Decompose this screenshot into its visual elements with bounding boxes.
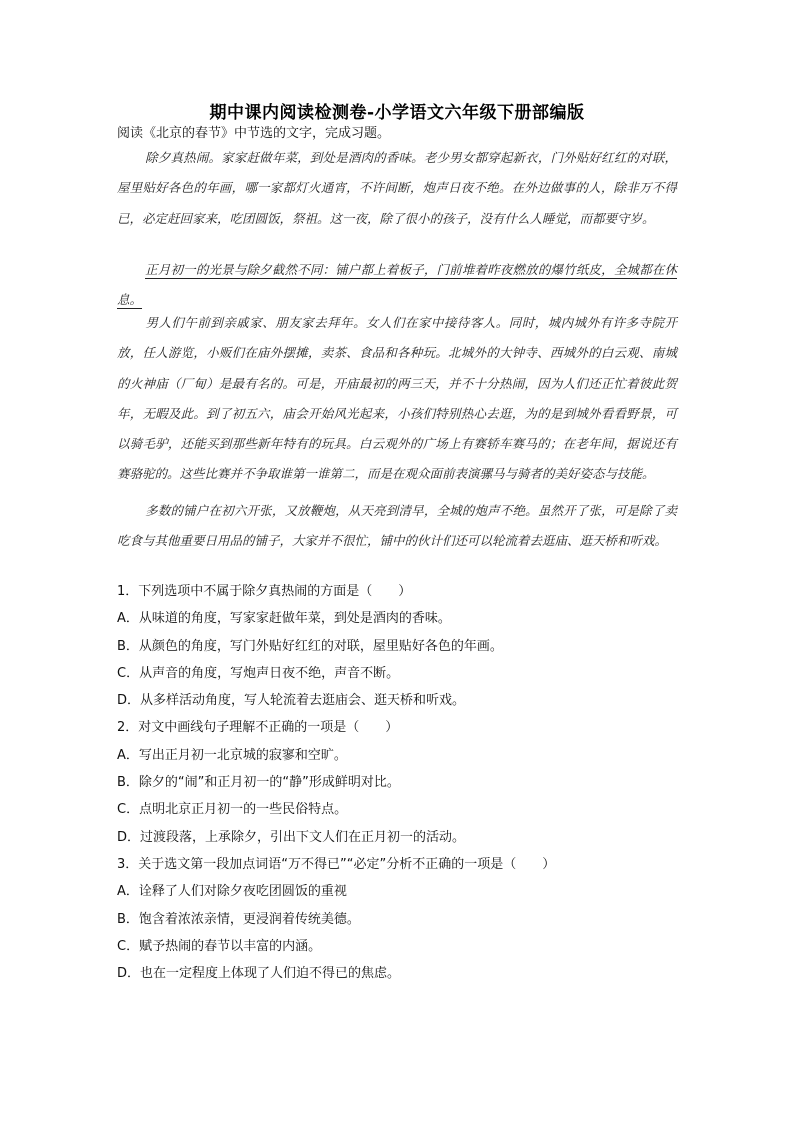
question-1-option-a: A．从味道的角度，写家家赶做年菜，到处是酒肉的香味。	[117, 611, 451, 627]
question-3-option-d: D．也在一定程度上体现了人们迫不得已的焦虑。	[117, 966, 401, 982]
question-3-stem: 3．关于选文第一段加点词语“万不得已”“必定”分析不正确的一项是（ ）	[117, 856, 556, 872]
underlined-sentence: 正月初一的光景与除夕截然不同：铺户都上着板子，门前堆着昨夜燃放的爆竹纸皮，全城都在休息。	[117, 262, 677, 308]
question-2-option-c: C．点明北京正月初一的一些民俗特点。	[117, 802, 348, 818]
question-1-stem: 1．下列选项中不属于除夕真热闹的方面是（ ）	[117, 584, 412, 599]
passage-paragraph-4	[117, 496, 677, 557]
question-list	[117, 578, 687, 987]
question-1-option-d: D．从多样活动角度，写人轮流着去逛庙会、逛天桥和听戏。	[117, 693, 466, 709]
page-title: 期中课内阅读检测卷-小学语文六年级下册部编版	[209, 103, 585, 123]
question-1-option-b: B．从颜色的角度，写门外贴好红红的对联，屋里贴好各色的年画。	[117, 638, 503, 654]
question-2-stem: 2．对文中画线句子理解不正确的一项是（ ）	[117, 720, 399, 736]
passage-paragraph-3	[117, 308, 677, 490]
question-3-option-c: C．赋予热闹的春节以丰富的内涵。	[117, 938, 322, 954]
passage-paragraph-2-underlined	[117, 255, 677, 316]
question-3-option-a: A．诠释了人们对除夕夜吃团圆饭的重视	[117, 884, 347, 900]
passage-paragraph-1	[117, 143, 677, 234]
passage-text: 除夕真热闹。家家赶做年菜，到处是酒肉的香味。老少男女都穿起新衣，门外贴好红红的对联，屋里贴好各色的年画，哪一家都灯火通宵，不许间断，炮声日夜不绝。在外边做事的人，除非万不得已，必定赶回家来，吃团圆饭，祭祖。这一夜，除了很小的孩子，没有什么人睡觉，而都要守岁。	[117, 150, 677, 226]
question-2-option-d: D．过渡段落，上承除夕，引出下文人们在正月初一的活动。	[117, 829, 466, 845]
question-1-option-c: C．从声音的角度，写炮声日夜不绝，声音不断。	[117, 665, 400, 681]
question-3-option-b: B．饱含着浓浓亲情，更浸润着传统美德。	[117, 911, 360, 927]
question-2-option-b: B．除夕的“闹”和正月初一的“静”形成鲜明对比。	[117, 775, 400, 791]
passage-text: 多数的铺户在初六开张，又放鞭炮，从天亮到清早，全城的炮声不绝。虽然开了张，可是除了卖吃食与其他重要日用品的铺子，大家并不很忙，铺中的伙计们还可以轮流着去逛庙、逛天桥和听戏。	[117, 503, 677, 549]
reading-instruction: 阅读《北京的春节》中节选的文字，完成习题。	[117, 126, 391, 141]
question-2-option-a: A．写出正月初一北京城的寂寥和空旷。	[117, 747, 347, 763]
passage-text: 男人们午前到亲戚家、朋友家去拜年。女人们在家中接待客人。同时，城内城外有许多寺院开放，任人游览，小贩们在庙外摆摊，卖茶、食品和各种玩。北城外的大钟寺、西城外的白云观、南城的火神庙（厂甸）是最有名的。可是，开庙最初的两三天，并不十分热闹，因为人们还正忙着彼此贺年，无暇及此。到了初五六，庙会开始风光起来，小孩们特别热心去逛，为的是到城外看看野景，可以骑毛驴，还能买到那些新年特有的玩具。白云观外的广场上有赛轿车赛马的；在老年间，据说还有赛骆驼的。这些比赛并不争取谁第一谁第二，而是在观众面前表演骡马与骑者的美好姿态与技能。	[117, 315, 677, 482]
